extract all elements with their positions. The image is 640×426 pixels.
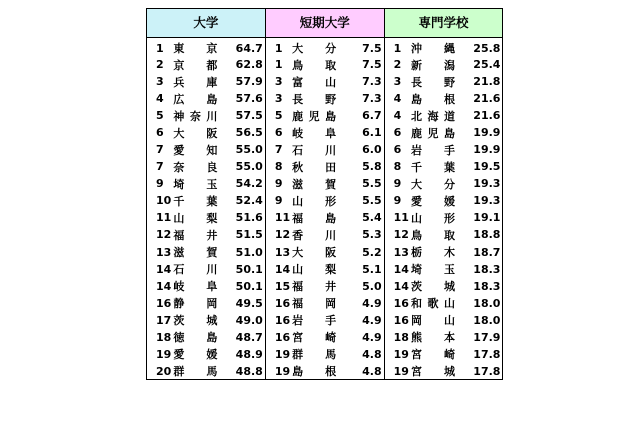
- univ-prefecture-cell: 山 梨: [173, 211, 218, 225]
- univ-value-cell: 52.4: [221, 192, 265, 209]
- univ-rank-cell: 7: [147, 158, 172, 175]
- vocational-rank-cell: 19: [384, 346, 409, 363]
- table-row: [147, 107, 503, 124]
- junior-rank-cell: 19: [265, 363, 290, 380]
- vocational-rank-cell: 18: [384, 329, 409, 346]
- vocational-rank-cell: 9: [384, 175, 409, 192]
- junior-prefecture-cell: 福 岡: [292, 297, 337, 311]
- vocational-value-cell: 19.3: [459, 192, 503, 209]
- vocational-value-cell: 21.8: [459, 73, 503, 90]
- junior-prefecture-cell: 宮 崎: [292, 331, 337, 345]
- junior-prefecture-cell: 鹿 児 島: [292, 109, 337, 123]
- vocational-prefecture-cell: 茨 城: [410, 280, 455, 294]
- vocational-prefecture-cell: 岩 手: [410, 143, 455, 157]
- univ-prefecture-cell: 福 井: [173, 228, 218, 242]
- vocational-value-cell: 19.1: [459, 209, 503, 226]
- univ-value-cell: 50.1: [221, 261, 265, 278]
- univ-prefecture-cell: 岐 阜: [173, 280, 218, 294]
- univ-prefecture-cell: 兵 庫: [173, 75, 218, 89]
- univ-value-cell: 50.1: [221, 278, 265, 295]
- vocational-prefecture-cell: 宮 崎: [410, 348, 455, 362]
- junior-rank-cell: 1: [265, 38, 290, 57]
- junior-value-cell: 5.3: [340, 226, 384, 243]
- table-row: [147, 244, 503, 261]
- vocational-value-cell: 17.8: [459, 363, 503, 380]
- vocational-value-cell: 19.3: [459, 175, 503, 192]
- univ-prefecture-cell: 愛 知: [173, 143, 218, 157]
- vocational-prefecture-cell: 鹿 児 島: [410, 126, 455, 140]
- table-row: [147, 192, 503, 209]
- univ-value-cell: 55.0: [221, 158, 265, 175]
- vocational-prefecture-cell: 新 潟: [410, 58, 455, 72]
- junior-prefecture-cell: 岐 阜: [292, 126, 337, 140]
- header-vocational-school: 専門学校: [384, 9, 503, 38]
- univ-rank-cell: 19: [147, 346, 172, 363]
- junior-value-cell: 5.1: [340, 261, 384, 278]
- univ-rank-cell: 13: [147, 244, 172, 261]
- univ-rank-cell: 11: [147, 209, 172, 226]
- junior-rank-cell: 8: [265, 158, 290, 175]
- table-row: [147, 73, 503, 90]
- junior-value-cell: 7.5: [340, 38, 384, 57]
- junior-value-cell: 6.7: [340, 107, 384, 124]
- vocational-prefecture-cell: 山 形: [410, 211, 455, 225]
- univ-prefecture-cell: 広 島: [173, 92, 218, 106]
- table-row: [147, 295, 503, 312]
- vocational-value-cell: 17.8: [459, 346, 503, 363]
- junior-rank-cell: 19: [265, 346, 290, 363]
- vocational-rank-cell: 8: [384, 158, 409, 175]
- univ-rank-cell: 16: [147, 295, 172, 312]
- table-row: [147, 346, 503, 363]
- junior-prefecture-cell: 大 阪: [292, 246, 337, 260]
- univ-rank-cell: 2: [147, 56, 172, 73]
- table-row: [147, 209, 503, 226]
- junior-prefecture-cell: 秋 田: [292, 160, 337, 174]
- junior-rank-cell: 3: [265, 90, 290, 107]
- univ-rank-cell: 14: [147, 278, 172, 295]
- vocational-rank-cell: 19: [384, 363, 409, 380]
- vocational-rank-cell: 4: [384, 90, 409, 107]
- vocational-prefecture-cell: 愛 媛: [410, 194, 455, 208]
- vocational-rank-cell: 14: [384, 278, 409, 295]
- table-row: [147, 278, 503, 295]
- vocational-rank-cell: 9: [384, 192, 409, 209]
- univ-rank-cell: 9: [147, 175, 172, 192]
- univ-value-cell: 55.0: [221, 141, 265, 158]
- univ-prefecture-cell: 愛 媛: [173, 348, 218, 362]
- junior-value-cell: 5.0: [340, 278, 384, 295]
- table-row: [147, 312, 503, 329]
- junior-prefecture-cell: 石 川: [292, 143, 337, 157]
- table-row: [147, 38, 503, 57]
- univ-value-cell: 51.0: [221, 244, 265, 261]
- vocational-prefecture-cell: 埼 玉: [410, 263, 455, 277]
- univ-rank-cell: 10: [147, 192, 172, 209]
- univ-rank-cell: 14: [147, 261, 172, 278]
- table-row: [147, 141, 503, 158]
- vocational-rank-cell: 16: [384, 312, 409, 329]
- vocational-prefecture-cell: 栃 木: [410, 246, 455, 260]
- vocational-value-cell: 19.9: [459, 141, 503, 158]
- junior-rank-cell: 9: [265, 175, 290, 192]
- junior-rank-cell: 12: [265, 226, 290, 243]
- junior-value-cell: 6.0: [340, 141, 384, 158]
- vocational-rank-cell: 6: [384, 124, 409, 141]
- vocational-rank-cell: 3: [384, 73, 409, 90]
- univ-value-cell: 48.8: [221, 363, 265, 380]
- junior-value-cell: 5.5: [340, 175, 384, 192]
- vocational-prefecture-cell: 沖 縄: [410, 42, 455, 55]
- vocational-prefecture-cell: 鳥 取: [410, 228, 455, 242]
- junior-prefecture-cell: 群 馬: [292, 348, 337, 362]
- junior-prefecture-cell: 滋 賀: [292, 177, 337, 191]
- univ-value-cell: 48.9: [221, 346, 265, 363]
- junior-prefecture-cell: 香 川: [292, 228, 337, 242]
- junior-rank-cell: 3: [265, 73, 290, 90]
- junior-rank-cell: 5: [265, 107, 290, 124]
- vocational-rank-cell: 13: [384, 244, 409, 261]
- junior-value-cell: 6.1: [340, 124, 384, 141]
- junior-value-cell: 7.3: [340, 90, 384, 107]
- vocational-prefecture-cell: 大 分: [410, 177, 455, 191]
- univ-rank-cell: 5: [147, 107, 172, 124]
- univ-prefecture-cell: 埼 玉: [173, 177, 218, 191]
- univ-prefecture-cell: 茨 城: [173, 314, 218, 328]
- junior-value-cell: 5.8: [340, 158, 384, 175]
- junior-value-cell: 5.4: [340, 209, 384, 226]
- table-row: [147, 329, 503, 346]
- vocational-value-cell: 19.9: [459, 124, 503, 141]
- univ-rank-cell: 17: [147, 312, 172, 329]
- univ-prefecture-cell: 徳 島: [173, 331, 218, 345]
- header-junior-college: 短期大学: [265, 9, 384, 38]
- junior-rank-cell: 1: [265, 56, 290, 73]
- table-row: [147, 175, 503, 192]
- junior-rank-cell: 16: [265, 295, 290, 312]
- univ-rank-cell: 3: [147, 73, 172, 90]
- junior-value-cell: 7.3: [340, 73, 384, 90]
- table-row: [147, 124, 503, 141]
- univ-value-cell: 54.2: [221, 175, 265, 192]
- univ-rank-cell: 18: [147, 329, 172, 346]
- univ-value-cell: 57.6: [221, 90, 265, 107]
- univ-prefecture-cell: 奈 良: [173, 160, 218, 174]
- header-university: 大学: [147, 9, 266, 38]
- univ-prefecture-cell: 石 川: [173, 263, 218, 277]
- junior-prefecture-cell: 鳥 取: [292, 58, 337, 72]
- vocational-prefecture-cell: 和 歌 山: [410, 297, 455, 311]
- vocational-prefecture-cell: 島 根: [410, 92, 455, 106]
- junior-prefecture-cell: 長 野: [292, 92, 337, 106]
- univ-prefecture-cell: 滋 賀: [173, 246, 218, 260]
- univ-value-cell: 57.9: [221, 73, 265, 90]
- junior-prefecture-cell: 山 形: [292, 194, 337, 208]
- vocational-rank-cell: 11: [384, 209, 409, 226]
- junior-prefecture-cell: 島 根: [290, 363, 340, 380]
- univ-rank-cell: 20: [147, 363, 172, 380]
- vocational-value-cell: 18.7: [459, 244, 503, 261]
- univ-value-cell: 51.5: [221, 226, 265, 243]
- junior-prefecture-cell: 大 分: [292, 42, 337, 55]
- univ-value-cell: 56.5: [221, 124, 265, 141]
- junior-prefecture-cell: 福 井: [292, 280, 337, 294]
- junior-value-cell: 7.5: [340, 56, 384, 73]
- junior-rank-cell: 16: [265, 312, 290, 329]
- vocational-value-cell: 17.9: [459, 329, 503, 346]
- vocational-value-cell: 25.4: [459, 56, 503, 73]
- vocational-rank-cell: 2: [384, 56, 409, 73]
- junior-rank-cell: 9: [265, 192, 290, 209]
- table-row: [147, 90, 503, 107]
- vocational-value-cell: 18.0: [459, 312, 503, 329]
- junior-rank-cell: 13: [265, 244, 290, 261]
- vocational-rank-cell: 16: [384, 295, 409, 312]
- junior-prefecture-cell: 岩 手: [292, 314, 337, 328]
- table-row: [147, 261, 503, 278]
- junior-rank-cell: 7: [265, 141, 290, 158]
- junior-prefecture-cell: 富 山: [292, 75, 337, 89]
- vocational-prefecture-cell: 千 葉: [410, 160, 455, 174]
- vocational-value-cell: 21.6: [459, 90, 503, 107]
- junior-prefecture-cell: 福 島: [292, 211, 337, 225]
- vocational-rank-cell: 14: [384, 261, 409, 278]
- vocational-prefecture-cell: 岡 山: [410, 314, 455, 328]
- univ-value-cell: 48.7: [221, 329, 265, 346]
- junior-value-cell: 4.9: [340, 295, 384, 312]
- univ-prefecture-cell: 千 葉: [173, 194, 218, 208]
- junior-value-cell: 5.5: [340, 192, 384, 209]
- univ-prefecture-cell: 群 馬: [171, 363, 221, 380]
- junior-prefecture-cell: 山 梨: [292, 263, 337, 277]
- ranking-table: [146, 8, 503, 380]
- vocational-rank-cell: 12: [384, 226, 409, 243]
- junior-value-cell: 4.8: [340, 363, 384, 380]
- table-row: [147, 158, 503, 175]
- junior-rank-cell: 6: [265, 124, 290, 141]
- univ-value-cell: 57.5: [221, 107, 265, 124]
- univ-rank-cell: 4: [147, 90, 172, 107]
- univ-prefecture-cell: 神 奈 川: [173, 109, 218, 123]
- univ-prefecture-cell: 京 都: [173, 58, 218, 72]
- univ-prefecture-cell: 大 阪: [173, 126, 218, 140]
- junior-value-cell: 4.8: [340, 346, 384, 363]
- vocational-prefecture-cell: 長 野: [410, 75, 455, 89]
- junior-value-cell: 5.2: [340, 244, 384, 261]
- vocational-rank-cell: 1: [384, 38, 409, 57]
- univ-rank-cell: 6: [147, 124, 172, 141]
- univ-rank-cell: 1: [147, 38, 172, 57]
- vocational-value-cell: 18.0: [459, 295, 503, 312]
- junior-rank-cell: 11: [265, 209, 290, 226]
- univ-prefecture-cell: 東 京: [173, 42, 218, 55]
- univ-prefecture-cell: 静 岡: [173, 297, 218, 311]
- vocational-prefecture-cell: 熊 本: [410, 331, 455, 345]
- vocational-rank-cell: 4: [384, 107, 409, 124]
- table-row: [147, 363, 503, 380]
- univ-value-cell: 49.0: [221, 312, 265, 329]
- junior-rank-cell: 14: [265, 261, 290, 278]
- vocational-prefecture-cell: 北 海 道: [410, 109, 455, 123]
- vocational-prefecture-cell: 宮 城: [409, 363, 459, 380]
- vocational-value-cell: 18.8: [459, 226, 503, 243]
- vocational-value-cell: 21.6: [459, 107, 503, 124]
- vocational-value-cell: 25.8: [459, 38, 503, 57]
- junior-value-cell: 4.9: [340, 329, 384, 346]
- vocational-rank-cell: 6: [384, 141, 409, 158]
- univ-rank-cell: 12: [147, 226, 172, 243]
- univ-value-cell: 51.6: [221, 209, 265, 226]
- junior-rank-cell: 16: [265, 329, 290, 346]
- junior-value-cell: 4.9: [340, 312, 384, 329]
- header-row: [147, 9, 503, 38]
- vocational-value-cell: 19.5: [459, 158, 503, 175]
- univ-value-cell: 64.7: [221, 38, 265, 57]
- univ-value-cell: 49.5: [221, 295, 265, 312]
- univ-rank-cell: 7: [147, 141, 172, 158]
- vocational-value-cell: 18.3: [459, 261, 503, 278]
- univ-value-cell: 62.8: [221, 56, 265, 73]
- table-row: [147, 56, 503, 73]
- table-row: [147, 226, 503, 243]
- vocational-value-cell: 18.3: [459, 278, 503, 295]
- junior-rank-cell: 15: [265, 278, 290, 295]
